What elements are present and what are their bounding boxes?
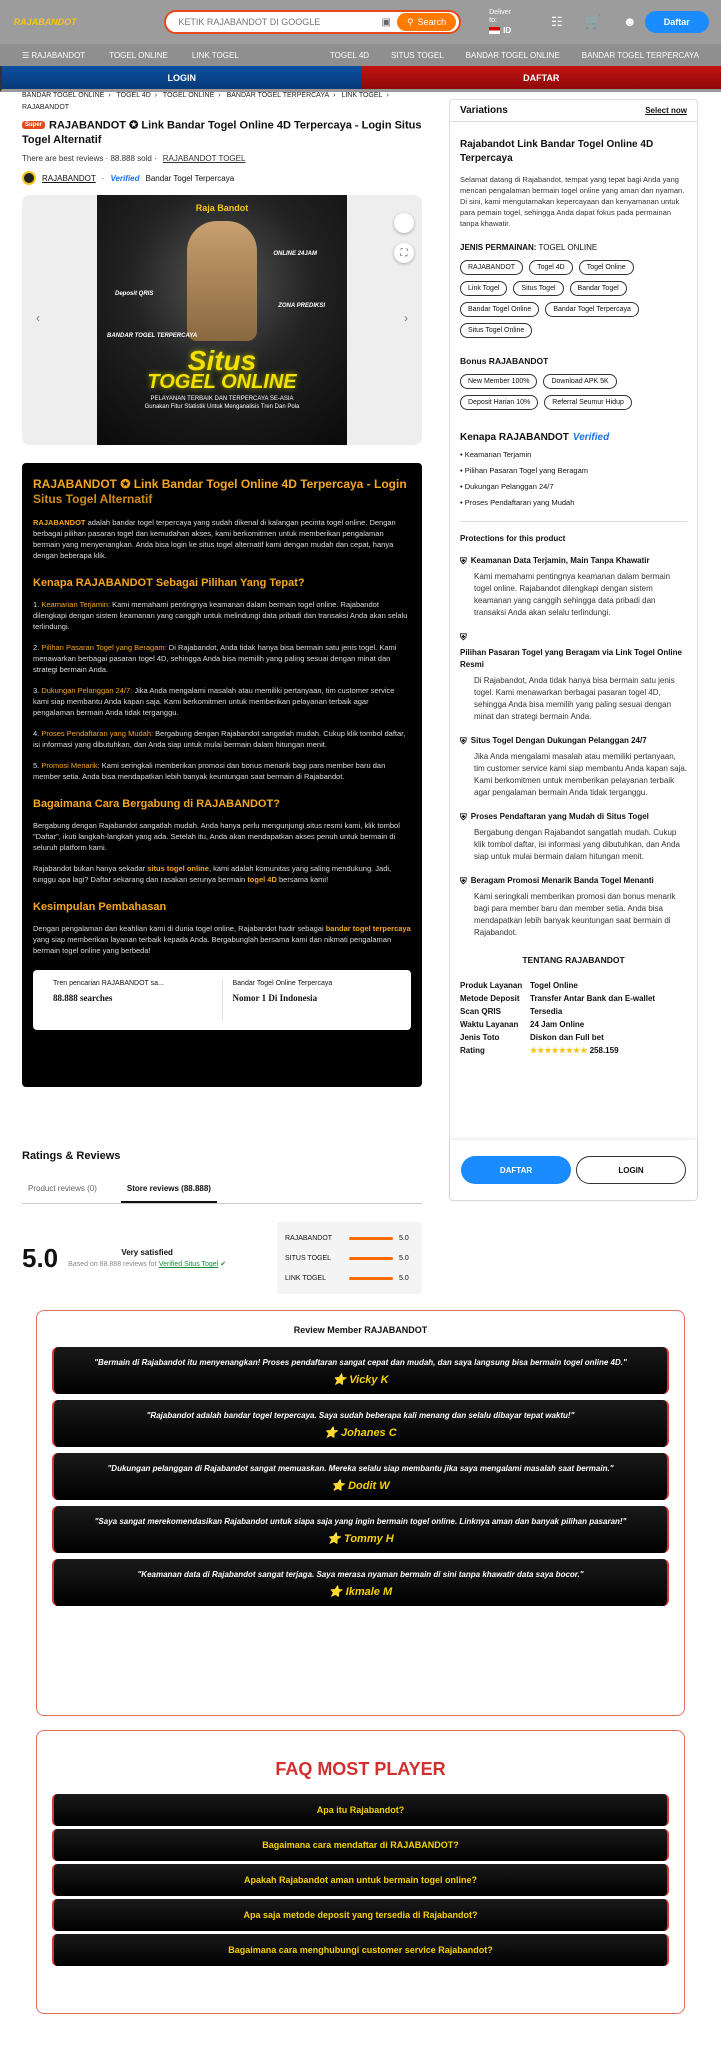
product-title xyxy=(22,118,422,148)
chip-option[interactable]: RAJABANDOT xyxy=(460,260,523,275)
deliver-country: ID xyxy=(503,25,512,35)
camera-icon[interactable]: ▣ xyxy=(381,16,391,28)
about-row xyxy=(460,981,687,994)
poster-model xyxy=(187,221,257,341)
shield-icon: ⛨ xyxy=(460,556,467,566)
variations-sidebar xyxy=(449,99,698,1201)
join-part: , kami adalah komunitas yang saling mendukung. Jadi, tunggu apa lagi? Daftar sekarang dan rasakan serunya bermain xyxy=(33,864,392,885)
summary-text xyxy=(33,923,411,956)
login-bar-button[interactable]: LOGIN xyxy=(0,66,362,92)
nav-link-situs-togel[interactable]: SITUS TOGEL xyxy=(391,50,444,60)
protection-item xyxy=(460,811,687,863)
top-header xyxy=(0,0,721,44)
point-2 xyxy=(33,642,411,675)
about-row xyxy=(460,1020,687,1033)
search-icon: ⚲ xyxy=(407,16,414,27)
rating-bar-fill xyxy=(349,1257,393,1260)
point-num: 2. xyxy=(33,643,42,653)
poster-headline-1: Situs xyxy=(187,345,257,377)
review-card xyxy=(52,1453,669,1500)
member-reviews xyxy=(36,1310,685,1716)
chip-option[interactable]: Situs Togel Online xyxy=(460,323,532,338)
rating-bar-label: LINK TOGEL xyxy=(285,1274,326,1282)
poster-headline-2: TOGEL ONLINE xyxy=(147,371,297,394)
point-desc: Di Rajabandot, Anda tidak hanya bisa bermain satu jenis togel. Kami menawarkan berbagai pasaran togel 4D, sehingga Anda bisa memilih yang paling sesuai dengan minat dan strategi bermain Anda. xyxy=(33,643,397,675)
join-keyword[interactable]: togel 4D xyxy=(247,875,277,885)
nav-link-bandar-togel-online[interactable]: BANDAR TOGEL ONLINE xyxy=(465,50,560,60)
join-keyword[interactable]: situs togel online xyxy=(147,864,209,874)
breadcrumb-item[interactable]: TOGEL ONLINE xyxy=(162,92,215,99)
about-title: TENTANG RAJABANDOT xyxy=(522,955,625,965)
prev-arrow-icon[interactable]: ‹ xyxy=(36,311,40,326)
about-value: 24 Jam Online xyxy=(530,1020,585,1029)
shield-icon: ⛨ xyxy=(460,736,467,746)
protection-desc: Kami memahami pentingnya keamanan dalam bermain togel online. Rajabandot dilengkapi dengan sistem keamanan yang canggih sehingga data pribadi dan transaksi Anda akan selalu terlindungi. xyxy=(474,572,671,617)
sold-text: There are best reviews · 88.888 sold · xyxy=(22,154,157,164)
point-desc: Jika Anda mengalami masalah atau memiliki pertanyaan, tim customer service kami siap membantu Anda kapan saja. Kami berkomitmen untuk memberikan pelayanan terbaik agar pengalaman bermain Anda tidak terganggu. xyxy=(33,686,395,718)
rating-bars xyxy=(277,1222,422,1294)
rating-bar-row xyxy=(285,1228,414,1248)
nav-link-link-togel[interactable]: LINK TOGEL xyxy=(191,50,239,60)
point-1 xyxy=(33,599,411,632)
rating-bar-row xyxy=(285,1268,414,1288)
rating-bar-fill xyxy=(349,1237,393,1240)
sidebar-login-button[interactable]: LOGIN xyxy=(576,1156,686,1184)
brand-desc: Bandar Togel Terpercaya xyxy=(145,173,235,183)
register-button[interactable]: Daftar xyxy=(645,11,709,33)
protection-desc: Jika Anda mengalami masalah atau memiliki pertanyaan, tim customer service kami siap membantu Anda kapan saja. Kami berkomitmen untuk memberikan pelayanan terbaik agar pengalaman bermain Anda tidak terganggu. xyxy=(474,752,687,797)
review-text: "Dukungan pelanggan di Rajabandot sangat memuaskan. Mereka selalu siap membantu jika saya mengalami masalah saat bermain." xyxy=(107,1464,614,1473)
protection-heading: Proses Pendaftaran yang Mudah di Situs Togel xyxy=(470,812,649,821)
stats-box xyxy=(33,970,411,1030)
poster-tag-deposit: Deposit QRIS xyxy=(115,291,154,298)
rating-bar-value: 5.0 xyxy=(399,1234,409,1242)
protections-title: Protections for this product xyxy=(460,521,687,543)
bonus-chip[interactable]: New Member 100% xyxy=(460,374,537,389)
why-item: • Pilihan Pasaran Togel yang Beragam xyxy=(460,466,588,475)
about-row xyxy=(460,1033,687,1046)
satisfied-label: Very satisfied xyxy=(121,1248,173,1257)
protection-heading: Keamanan Data Terjamin, Main Tanpa Khawatir xyxy=(470,556,650,565)
faq-item[interactable]: Apakah Rajabandot aman untuk bermain togel online? xyxy=(52,1864,669,1896)
review-text: "Rajabandot adalah bandar togel terpercaya. Saya sudah beberapa kali menang dan selalu dibayar tepat waktu!" xyxy=(146,1411,575,1420)
store-link[interactable]: RAJABANDOT TOGEL xyxy=(162,154,246,164)
point-num: 1. xyxy=(33,600,42,610)
flag-icon xyxy=(489,27,500,34)
join-part: bersama kami! xyxy=(276,875,329,885)
poster-tag-zona: ZONA PREDIKSI xyxy=(278,303,325,310)
tab-store-reviews[interactable]: Store reviews (88.888) xyxy=(121,1184,217,1203)
bonus-title: Bonus RAJABANDOT xyxy=(460,356,549,366)
review-text: "Keamanan data di Rajabandot sangat terjaga. Saya merasa nyaman bermain di sini tanpa khawatir data saya bocor." xyxy=(137,1570,584,1579)
ratings-section xyxy=(22,1150,422,1294)
breadcrumb-item[interactable]: LINK TOGEL xyxy=(341,92,383,99)
article-title-text: RAJABANDOT ✪ Link Bandar Togel Online 4D Terpercaya - Login xyxy=(33,477,407,492)
article-intro xyxy=(33,517,411,561)
nav-link-bandar-togel-terpercaya[interactable]: BANDAR TOGEL TERPERCAYA xyxy=(581,50,699,60)
breadcrumb-item[interactable]: BANDAR TOGEL TERPERCAYA xyxy=(226,92,330,99)
protection-heading: Pilihan Pasaran Togel yang Beragam via Link Togel Online Resmi xyxy=(460,648,682,669)
brand-avatar xyxy=(22,171,36,185)
point-num: 5. xyxy=(33,761,42,771)
point-num: 3. xyxy=(33,686,42,696)
breadcrumb-item[interactable]: TOGEL 4D xyxy=(116,92,151,99)
product-image[interactable] xyxy=(97,195,347,445)
why-item-text: Pilihan Pasaran Togel yang Beragam xyxy=(464,466,588,475)
why-item-text: Keamanan Terjamin xyxy=(464,450,532,459)
breadcrumb-current: RAJABANDOT xyxy=(22,104,70,111)
faq-section xyxy=(36,1730,685,2014)
search-button-label: Search xyxy=(417,17,447,27)
point-desc: Kami seringkali memberikan promosi dan bonus menarik bagi para member baru dan member setia. Anda bisa mendapatkan lebih banyak keuntungan saat bermain di Rajabandot. xyxy=(33,761,386,782)
protection-item xyxy=(460,555,687,619)
review-card xyxy=(52,1559,669,1606)
poster-sub-2: Gunakan Fitur Statistik Untuk Menganalisis Tren Dan Pola xyxy=(144,404,300,411)
product-main xyxy=(22,118,422,1087)
summary-part: yang siap memberikan layanan terbaik kepada Anda. Bergabunglah bersama kami dan nikmati pengalaman bermain togel online yang berbeda! xyxy=(33,935,392,956)
about-value: Transfer Antar Bank dan E-wallet xyxy=(530,994,656,1003)
variations-header xyxy=(450,100,697,122)
article-title xyxy=(33,477,411,507)
review-card xyxy=(52,1347,669,1394)
join-text-2 xyxy=(33,863,411,885)
poster-tag-bandar: BANDAR TOGEL TERPERCAYA xyxy=(107,333,198,340)
about-key: Rating xyxy=(460,1046,485,1055)
select-now-link[interactable]: Select now xyxy=(645,106,687,115)
orders-icon[interactable]: ☷ xyxy=(551,14,563,29)
cart-icon[interactable]: 🛒 xyxy=(584,14,601,29)
daftar-bar-button[interactable]: DAFTAR xyxy=(362,66,721,92)
review-text: "Bermain di Rajabandot itu menyenangkan! Proses pendaftaran sangat cepat dan mudah, dan saya langsung bisa bermain togel online 4D." xyxy=(94,1358,627,1367)
about-key: Scan QRIS xyxy=(460,1007,501,1016)
join-part: Rajabandot bukan hanya sekadar xyxy=(33,864,148,874)
review-author: ⭐ Tommy H xyxy=(327,1533,394,1545)
search-box xyxy=(164,10,461,34)
bonus-chip[interactable]: Referral Seumur Hidup xyxy=(544,395,632,410)
stat-label: Tren pencarian RAJABANDOT sa... xyxy=(53,980,164,988)
search-input[interactable] xyxy=(178,17,375,27)
about-key: Jenis Toto xyxy=(460,1033,500,1042)
chip-option[interactable]: Togel 4D xyxy=(529,260,573,275)
chip-option[interactable]: Bandar Togel xyxy=(570,281,627,296)
review-text: "Saya sangat merekomendasikan Rajabandot untuk siapa saja yang ingin bermain togel online. Linknya aman dan banyak pilihan pasaran!" xyxy=(94,1517,627,1526)
join-text-1: Bergabung dengan Rajabandot sangatlah mudah. Anda hanya perlu mengunjungi situs resmi kami, klik tombol "Daftar", ikuti langkah-langkah yang ada. Setelah itu, Anda akan mendapatkan akses penuh untuk bermain di seluruh platform kami. xyxy=(33,821,400,853)
based-on-text: Based on 88.888 reviews for xyxy=(68,1261,157,1268)
breadcrumb-item[interactable]: BANDAR TOGEL ONLINE xyxy=(22,92,105,99)
about-key: Produk Layanan xyxy=(460,981,523,990)
why-heading: Kenapa RAJABANDOT Sebagai Pilihan Yang Tepat? xyxy=(33,577,305,590)
chip-option[interactable]: Togel Online xyxy=(579,260,634,275)
review-author: ⭐ Johanes C xyxy=(324,1427,397,1439)
sidebar-title: Rajabandot Link Bandar Togel Online 4D Terpercaya xyxy=(460,139,654,164)
site-logo[interactable]: RAJABANDOT xyxy=(13,17,77,27)
faq-item[interactable]: Apa itu Rajabandot? xyxy=(52,1794,669,1826)
reviews-title: Review Member RAJABANDOT xyxy=(293,1325,428,1335)
chip-option[interactable]: Bandar Togel Terpercaya xyxy=(545,302,639,317)
nav-bar xyxy=(0,44,721,66)
review-tabs xyxy=(22,1184,422,1204)
review-card xyxy=(52,1400,669,1447)
about-row xyxy=(460,994,687,1007)
protection-item xyxy=(460,735,687,799)
about-key: Waktu Layanan xyxy=(460,1020,519,1029)
faq-title: FAQ MOST PLAYER xyxy=(275,1759,446,1779)
chip-option[interactable]: Bandar Togel Online xyxy=(460,302,539,317)
point-num: 4. xyxy=(33,729,42,739)
search-button[interactable] xyxy=(397,13,456,31)
protection-item xyxy=(460,875,687,939)
bonus-chips xyxy=(460,374,687,410)
faq-item[interactable]: Bagaimana cara mendaftar di RAJABANDOT? xyxy=(52,1829,669,1861)
stat-value: Nomor 1 Di Indonesia xyxy=(232,993,318,1004)
rating-bar-label: RAJABANDOT xyxy=(285,1234,333,1242)
about-key: Metode Deposit xyxy=(460,994,520,1003)
point-key: Proses Pendaftaran yang Mudah: xyxy=(41,729,154,739)
protection-desc: Di Rajabandot, Anda tidak hanya bisa bermain satu jenis togel. Kami menawarkan berbagai pasaran togel 4D, sehingga Anda bisa memilih yang paling sesuai dengan minat dan strategi bermain Anda. xyxy=(474,676,675,721)
rating-stars-icon: ★★★★★★★★ xyxy=(530,1046,588,1055)
join-heading: Bagaimana Cara Bergabung di RAJABANDOT? xyxy=(33,798,280,811)
chip-option[interactable]: Link Togel xyxy=(460,281,507,296)
sold-line xyxy=(22,154,422,163)
tab-product-reviews[interactable]: Product reviews (0) xyxy=(28,1184,97,1193)
user-icon[interactable]: ☻ xyxy=(622,14,637,29)
rating-bar-label: SITUS TOGEL xyxy=(285,1254,332,1262)
why-title xyxy=(460,432,687,443)
next-arrow-icon[interactable]: › xyxy=(404,311,408,326)
poster-sub-1: PELAYANAN TERBAIK DAN TERPERCAYA SE-ASIA xyxy=(150,396,294,403)
shield-icon: ⛨ xyxy=(460,876,467,886)
bonus-chip[interactable]: Download APK 5K xyxy=(543,374,616,389)
score-row xyxy=(22,1222,422,1294)
review-author: ⭐ Dodit W xyxy=(331,1480,390,1492)
breadcrumb: BANDAR TOGEL ONLINE › TOGEL 4D › TOGEL ONLINE › BANDAR TOGEL TERPERCAYA › LINK TOGEL › RAJABANDOT xyxy=(22,92,389,111)
favorite-button[interactable] xyxy=(394,213,414,233)
article-box xyxy=(22,463,422,1087)
brand-line: RAJABANDOT · Verified Bandar Togel Terpercaya xyxy=(22,171,422,185)
intro-text: adalah bandar togel terpercaya yang sudah dikenal di kalangan pecinta togel online. Dengan berbagai pilihan pasaran togel dan kemudahan akses, kami berkomitmen untuk memberikan pengalaman bermain yang menyenangkan. Anda bisa login ke situs togel alternatif kami dengan mudah dan cepat, hanya dengan beberapa klik. xyxy=(33,518,396,561)
about-row xyxy=(460,1046,687,1059)
poster-brand: Raja Bandot xyxy=(195,203,249,214)
score-info xyxy=(68,1248,226,1268)
about-table xyxy=(460,981,687,1059)
variations-title: Variations xyxy=(460,105,508,116)
review-card xyxy=(52,1506,669,1553)
protection-heading: Beragam Promosi Menarik Banda Togel Menanti xyxy=(470,876,654,885)
summary-keyword[interactable]: bandar togel terpercaya xyxy=(325,924,411,934)
why-list xyxy=(460,450,687,507)
about-value: Togel Online xyxy=(530,981,578,990)
about-value: Tersedia xyxy=(530,1007,563,1016)
zoom-icon[interactable]: ⛶ xyxy=(394,243,414,263)
about-value: Diskon dan Full bet xyxy=(530,1033,604,1042)
point-5 xyxy=(33,760,411,782)
auth-bar xyxy=(0,66,721,92)
faq-item[interactable]: Apa saja metode deposit yang tersedia di Rajabandot? xyxy=(52,1899,669,1931)
why-item: • Proses Pendaftaran yang Mudah xyxy=(460,498,575,507)
stat-value: 88.888 searches xyxy=(53,993,113,1004)
deliver-label: Deliver to: xyxy=(489,8,511,25)
poster-tag-online: ONLINE 24JAM xyxy=(273,251,317,258)
why-item: • Dukungan Pelanggan 24/7 xyxy=(460,482,554,491)
super-badge: Super xyxy=(22,121,45,129)
bonus-chip[interactable]: Deposit Harian 10% xyxy=(460,395,538,410)
deliver-to[interactable] xyxy=(489,9,519,35)
sidebar-actions xyxy=(450,1140,697,1200)
intro-brand: RAJABANDOT xyxy=(33,518,86,528)
verified-badge: Verified xyxy=(110,173,140,183)
shield-icon: ⛨ xyxy=(460,812,467,822)
point-key: Keamanan Terjamin: xyxy=(41,600,110,610)
stat-label: Bandar Togel Online Terpercaya xyxy=(232,980,333,988)
menu-link[interactable] xyxy=(22,51,85,60)
summary-part: Dengan pengalaman dan keahlian kami di dunia togel online, Rajabandot hadir sebagai xyxy=(33,924,326,934)
point-desc: Kami memahami pentingnya keamanan dalam bermain togel online. Rajabandot dilengkapi dengan sistem keamanan yang canggih untuk melindungi data pribadi dan transaksi Anda akan selalu terlindungi. xyxy=(33,600,408,632)
faq-item[interactable]: Bagaimana cara menghubungi customer service Rajabandot? xyxy=(52,1934,669,1966)
about-row xyxy=(460,1007,687,1020)
jenis-value: TOGEL ONLINE xyxy=(538,243,598,252)
why-title-text: Kenapa RAJABANDOT xyxy=(460,432,569,443)
point-key: Pilihan Pasaran Togel yang Beragam: xyxy=(41,643,167,653)
ratings-title: Ratings & Reviews xyxy=(22,1150,121,1162)
shield-icon: ⛨ xyxy=(460,632,467,642)
protection-heading: Situs Togel Dengan Dukungan Pelanggan 24/7 xyxy=(470,736,647,745)
point-3 xyxy=(33,685,411,718)
game-chips xyxy=(460,260,687,338)
overall-score: 5.0 xyxy=(22,1242,59,1273)
point-key: Dukungan Pelanggan 24/7: xyxy=(41,686,133,696)
review-author: ⭐ Vicky K xyxy=(332,1374,389,1386)
rating-bar-value: 5.0 xyxy=(399,1254,409,1262)
verified-situs-link[interactable]: Verified Situs Togel xyxy=(158,1261,219,1268)
brand-link[interactable]: RAJABANDOT xyxy=(42,173,96,183)
rating-bar-value: 5.0 xyxy=(399,1274,409,1282)
stat-rank xyxy=(222,980,402,1020)
sidebar-desc: Selamat datang di Rajabandot, tempat yang tepat bagi Anda yang mencari pengalaman bermain togel online yang aman dan nyaman. Di sini, kami mengutamakan kepercayaan dan kenyamanan untuk para pemain togel, sehingga Anda dapat fokus pada permainan tanpa khawatir. xyxy=(460,175,685,228)
protection-desc: Kami seringkali memberikan promosi dan bonus menarik bagi para member baru dan member setia. Anda bisa mendapatkan lebih banyak keuntungan saat bermain di Rajabandot. xyxy=(474,892,676,937)
rating-bar-row xyxy=(285,1248,414,1268)
about-value: 258.159 xyxy=(589,1046,619,1055)
point-key: Promosi Menarik: xyxy=(41,761,100,771)
chip-option[interactable]: Situs Togel xyxy=(513,281,563,296)
nav-link-togel-4d[interactable]: TOGEL 4D xyxy=(329,50,370,60)
review-author: ⭐ Ikmale M xyxy=(328,1586,393,1598)
point-4 xyxy=(33,728,411,750)
stat-searches xyxy=(43,980,222,1020)
check-icon: ✔ xyxy=(220,1261,227,1268)
image-gallery xyxy=(22,195,422,445)
product-title-text: RAJABANDOT ✪ Link Bandar Togel Online 4D Terpercaya - Login Situs Togel Alternatif xyxy=(22,119,422,147)
menu-icon: ☰ xyxy=(22,50,32,60)
nav-link-togel-online[interactable]: TOGEL ONLINE xyxy=(109,50,168,60)
protection-desc: Bergabung dengan Rajabandot sangatlah mudah. Cukup klik tombol daftar, isi informasi yang dibutuhkan, dan Anda siap untuk mulai bermain dalam hitungan menit. xyxy=(474,828,680,861)
point-desc: Bergabung dengan Rajabandot sangatlah mudah. Cukup klik tombol daftar, isi informasi yang dibutuhkan, dan Anda siap untuk mulai bermain dalam hitungan menit. xyxy=(33,729,406,750)
rating-bar-fill xyxy=(349,1277,393,1280)
why-item-text: Proses Pendaftaran yang Mudah xyxy=(464,498,575,507)
why-item-text: Dukungan Pelanggan 24/7 xyxy=(464,482,554,491)
menu-label: RAJABANDOT xyxy=(31,50,86,60)
sidebar-daftar-button[interactable]: DAFTAR xyxy=(461,1156,571,1184)
jenis-permainan xyxy=(460,243,687,252)
why-verified: Verified xyxy=(572,432,610,443)
protection-item xyxy=(460,631,687,723)
article-title-alt: Situs Togel Alternatif xyxy=(33,492,153,507)
why-item: • Keamanan Terjamin xyxy=(460,450,532,459)
summary-heading: Kesimpulan Pembahasan xyxy=(33,901,167,914)
jenis-label: JENIS PERMAINAN: xyxy=(460,243,537,252)
